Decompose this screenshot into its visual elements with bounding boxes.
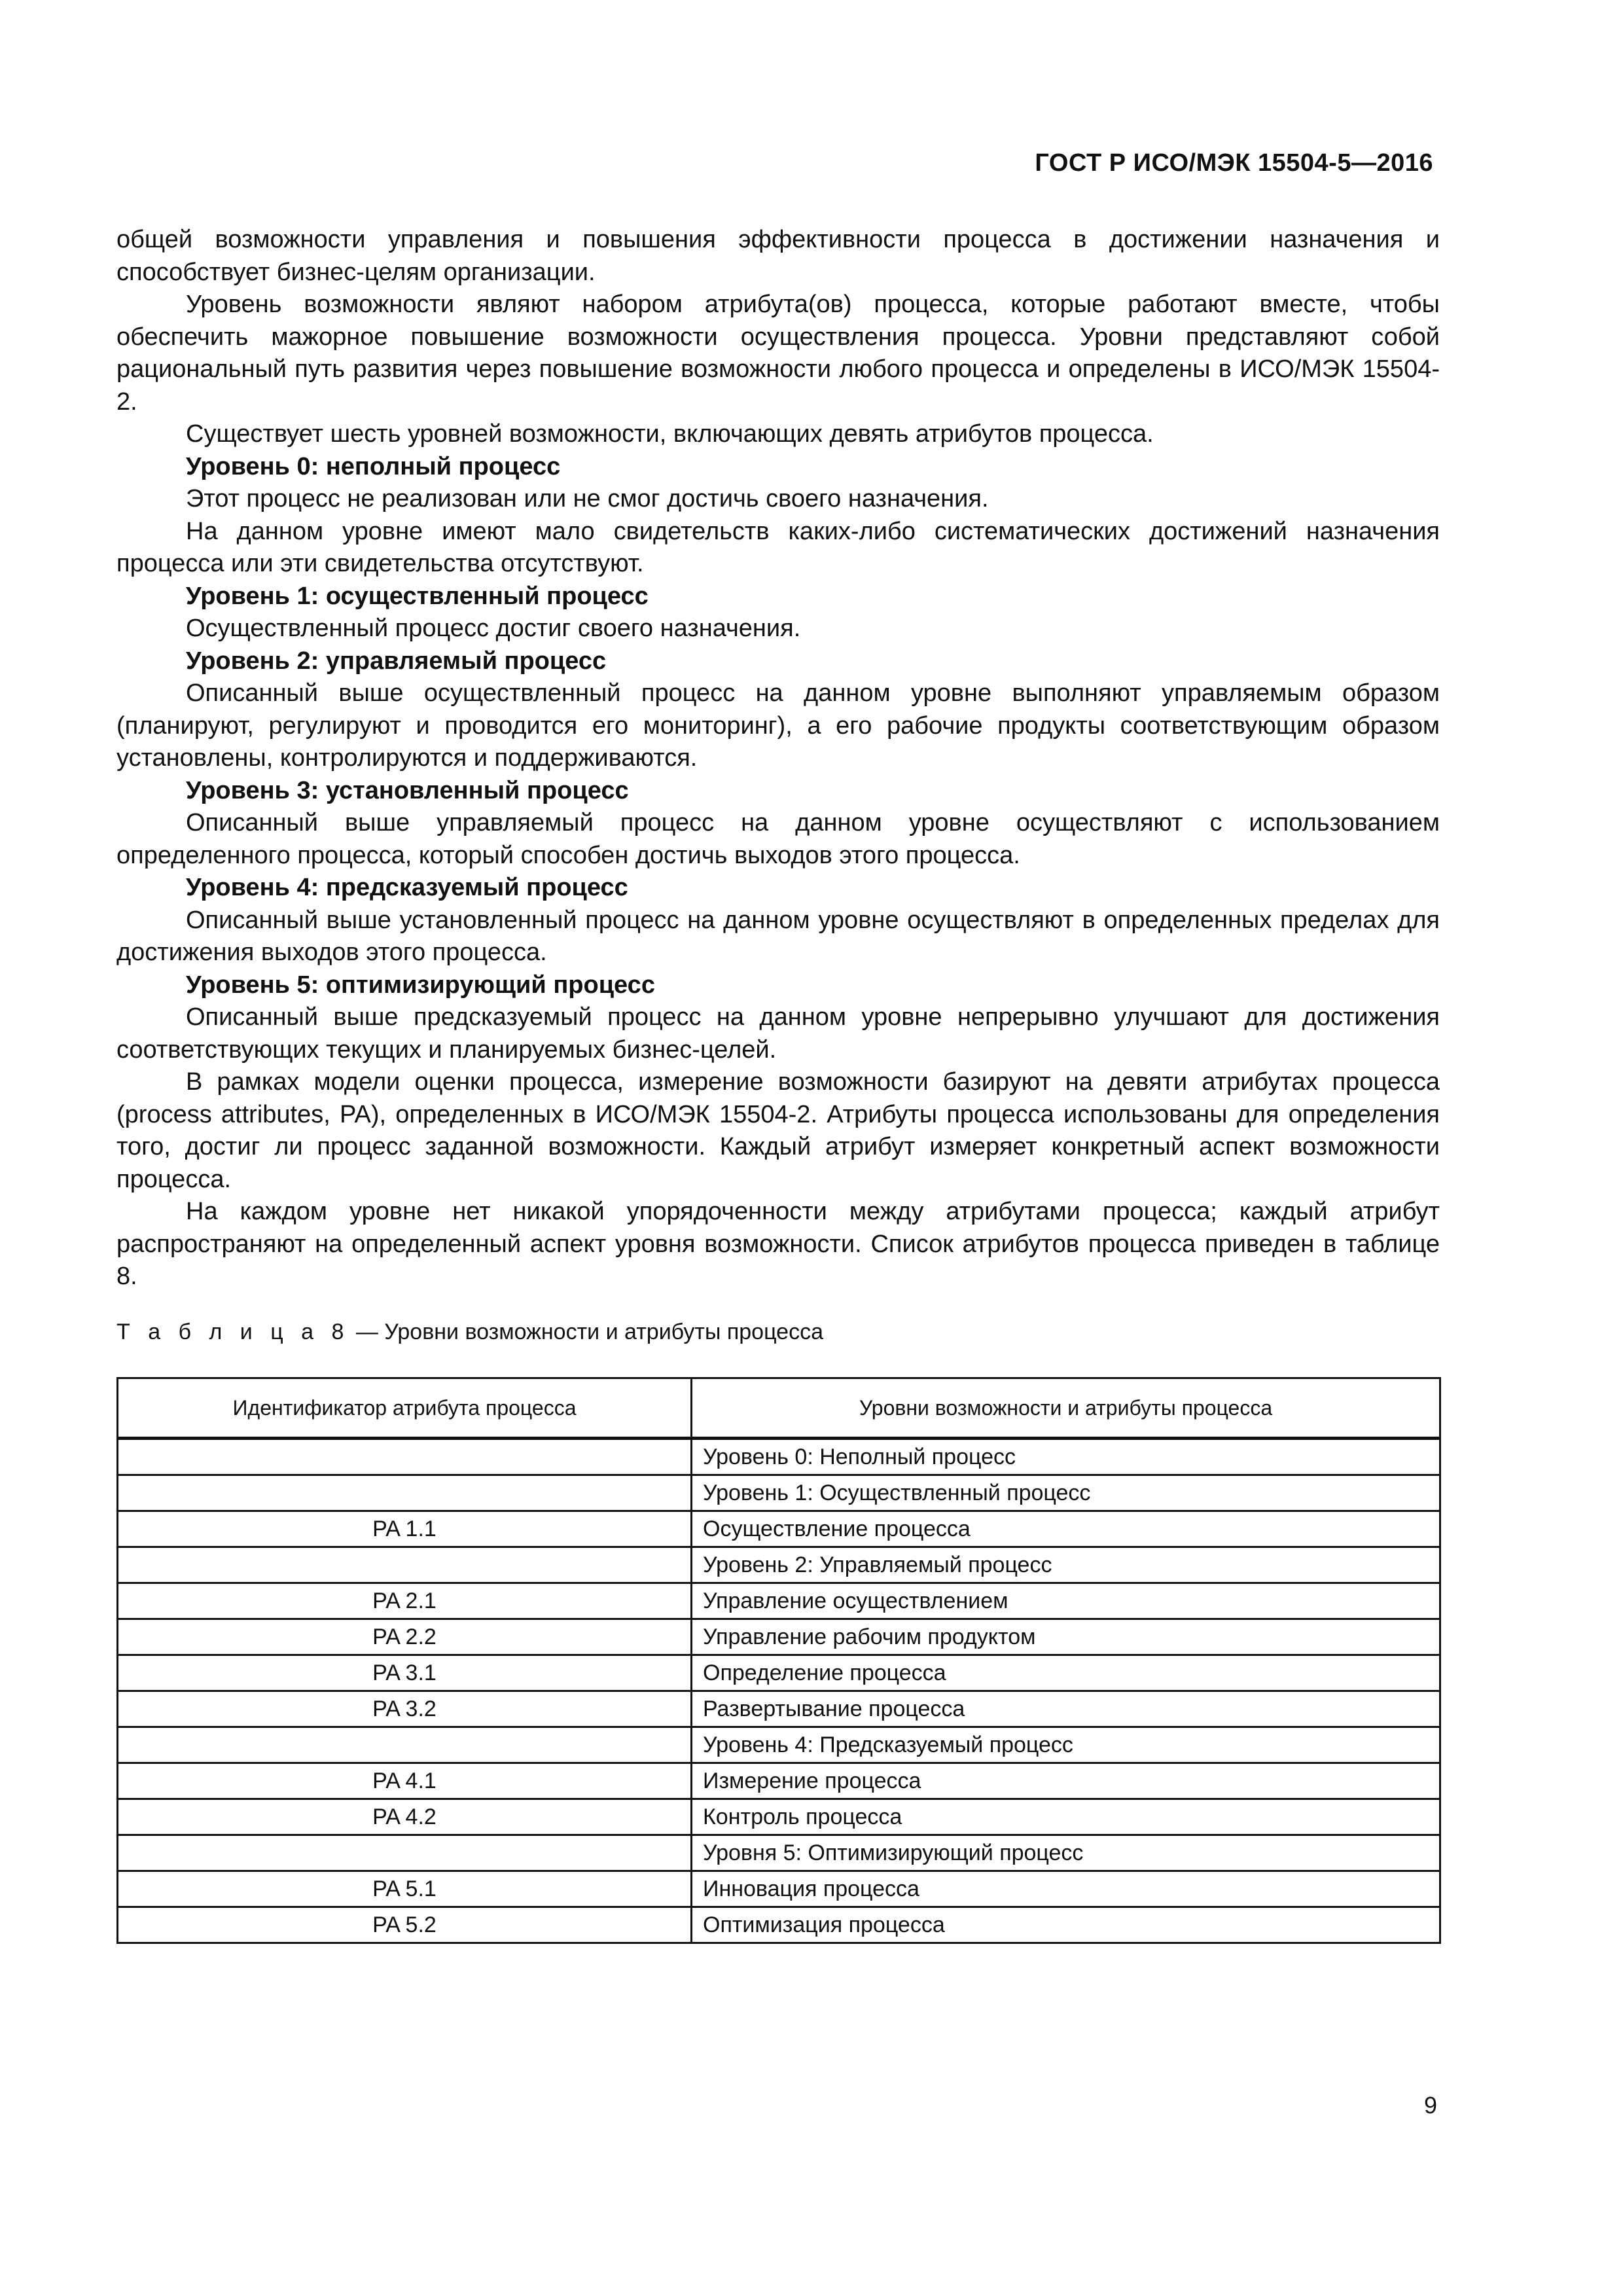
paragraph: Описанный выше управляемый процесс на данном уровне осуществляют с использованием определенного процесса, который способен достичь выходов этого процесса. xyxy=(116,809,1440,869)
cell-identifier: PA 2.1 xyxy=(118,1583,692,1619)
table-row xyxy=(118,1439,1440,1475)
table-row xyxy=(118,1655,1440,1691)
cell-identifier xyxy=(118,1547,692,1583)
cell-identifier: PA 1.1 xyxy=(118,1511,692,1547)
section-heading: Уровень 3: установленный процесс xyxy=(186,776,629,804)
cell-identifier: PA 5.2 xyxy=(118,1907,692,1943)
cell-level-attribute: Развертывание процесса xyxy=(692,1691,1440,1727)
cell-identifier xyxy=(118,1835,692,1871)
table-row xyxy=(118,1907,1440,1943)
table-caption-label: Т а б л и ц а 8 xyxy=(116,1319,350,1344)
cell-identifier: PA 2.2 xyxy=(118,1619,692,1655)
table-row xyxy=(118,1475,1440,1511)
table-row xyxy=(118,1799,1440,1835)
section-heading: Уровень 2: управляемый процесс xyxy=(186,647,607,675)
paragraph: В рамках модели оценки процесса, измерение возможности базируют на девяти атрибутах процесса (process attributes, PA), определенных в ИСО/МЭК 15504-2. Атрибуты процесса использованы для определения того, достиг ли процесс заданной возможности. Каждый атрибут измеряет конкретный аспект возможности процесса. xyxy=(116,1068,1440,1193)
table-row xyxy=(118,1691,1440,1727)
table-header-row xyxy=(118,1378,1440,1439)
cell-level-attribute: Уровень 2: Управляемый процесс xyxy=(692,1547,1440,1583)
cell-level-attribute: Уровня 5: Оптимизирующий процесс xyxy=(692,1835,1440,1871)
cell-level-attribute: Управление рабочим продуктом xyxy=(692,1619,1440,1655)
table-row xyxy=(118,1763,1440,1799)
cell-level-attribute: Определение процесса xyxy=(692,1655,1440,1691)
paragraph: Существует шесть уровней возможности, включающих девять атрибутов процесса. xyxy=(186,420,1154,448)
document-header: ГОСТ Р ИСО/МЭК 15504-5—2016 xyxy=(1035,149,1433,177)
paragraph: Этот процесс не реализован или не смог достичь своего назначения. xyxy=(186,485,989,512)
cell-level-attribute: Уровень 1: Осуществленный процесс xyxy=(692,1475,1440,1511)
section-heading: Уровень 4: предсказуемый процесс xyxy=(186,874,628,901)
table-row xyxy=(118,1835,1440,1871)
table-header-levels: Уровни возможности и атрибуты процесса xyxy=(692,1378,1440,1439)
table-header-identifier: Идентификатор атрибута процесса xyxy=(118,1378,692,1439)
paragraph: Описанный выше предсказуемый процесс на данном уровне непрерывно улучшают для достижения соответствующих текущих и планируемых бизнес-целей. xyxy=(116,1003,1440,1064)
cell-level-attribute: Оптимизация процесса xyxy=(692,1907,1440,1943)
table-row xyxy=(118,1547,1440,1583)
paragraph: На каждом уровне нет никакой упорядоченности между атрибутами процесса; каждый атрибут распространяют на определенный аспект уровня возможности. Список атрибутов процесса приведен в таблице 8. xyxy=(116,1198,1440,1290)
cell-level-attribute: Инновация процесса xyxy=(692,1871,1440,1907)
table-caption xyxy=(116,1319,823,1345)
cell-identifier: PA 4.2 xyxy=(118,1799,692,1835)
section-heading: Уровень 5: оптимизирующий процесс xyxy=(186,971,655,999)
table-row xyxy=(118,1511,1440,1547)
cell-level-attribute: Уровень 4: Предсказуемый процесс xyxy=(692,1727,1440,1763)
paragraph: общей возможности управления и повышения эффективности процесса в достижении назначения и способствует бизнес-целям организации. xyxy=(116,226,1440,286)
table-row xyxy=(118,1727,1440,1763)
cell-level-attribute: Измерение процесса xyxy=(692,1763,1440,1799)
section-heading: Уровень 0: неполный процесс xyxy=(186,452,561,480)
cell-identifier: PA 3.2 xyxy=(118,1691,692,1727)
cell-level-attribute: Управление осуществлением xyxy=(692,1583,1440,1619)
cell-identifier xyxy=(118,1475,692,1511)
paragraph: Описанный выше осуществленный процесс на данном уровне выполняют управляемым образом (планируют, регулируют и проводится его мониторинг), а его рабочие продукты соответствующим образом установлены, контролируются и поддерживаются. xyxy=(116,679,1440,772)
paragraph: На данном уровне имеют мало свидетельств каких-либо систематических достижений назначения процесса или эти свидетельства отсутствуют. xyxy=(116,517,1440,577)
paragraph: Осуществленный процесс достиг своего назначения. xyxy=(186,615,801,642)
cell-identifier xyxy=(118,1439,692,1475)
paragraph: Уровень возможности являют набором атрибута(ов) процесса, которые работают вместе, чтобы обеспечить мажорное повышение возможности осуществления процесса. Уровни представляют собой рациональный путь развития через повышение возможности любого процесса и определены в ИСО/МЭК 15504-2. xyxy=(116,291,1440,416)
cell-level-attribute: Уровень 0: Неполный процесс xyxy=(692,1439,1440,1475)
cell-level-attribute: Осуществление процесса xyxy=(692,1511,1440,1547)
table-caption-text: — Уровни возможности и атрибуты процесса xyxy=(349,1319,824,1344)
cell-identifier: PA 5.1 xyxy=(118,1871,692,1907)
attributes-table xyxy=(116,1377,1441,1944)
table-row xyxy=(118,1583,1440,1619)
table-row xyxy=(118,1619,1440,1655)
cell-identifier: PA 4.1 xyxy=(118,1763,692,1799)
cell-identifier: PA 3.1 xyxy=(118,1655,692,1691)
table-row xyxy=(118,1871,1440,1907)
section-heading: Уровень 1: осуществленный процесс xyxy=(186,582,649,610)
cell-level-attribute: Контроль процесса xyxy=(692,1799,1440,1835)
paragraph: Описанный выше установленный процесс на данном уровне осуществляют в определенных пределах для достижения выходов этого процесса. xyxy=(116,906,1440,966)
body-text xyxy=(116,224,1440,1293)
cell-identifier xyxy=(118,1727,692,1763)
page-number: 9 xyxy=(1424,2092,1438,2119)
